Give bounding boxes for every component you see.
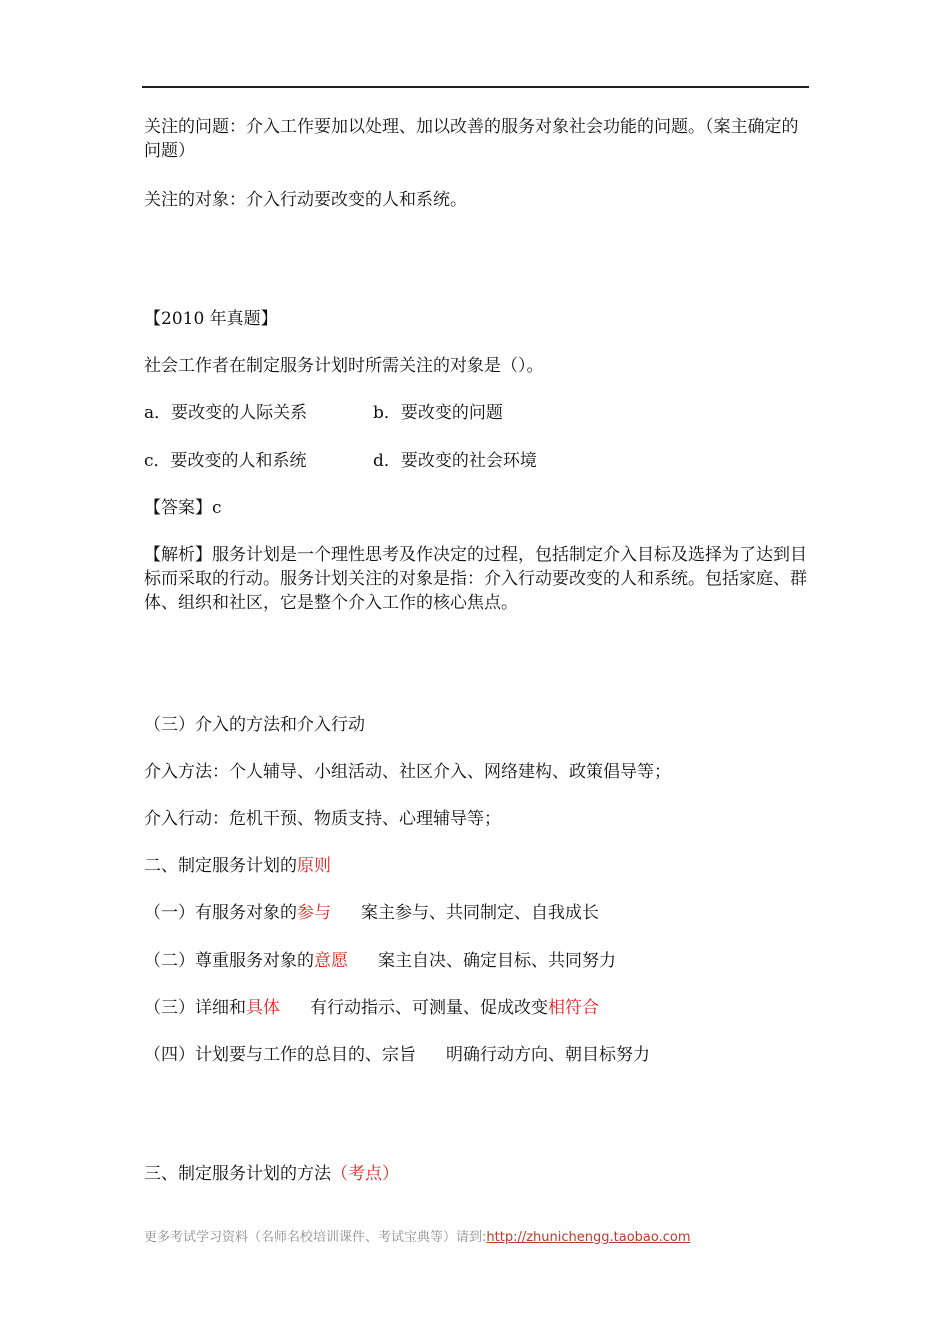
principles-heading-highlight: 原则 bbox=[297, 856, 331, 876]
principle-1-note: 案主参与、共同制定、自我成长 bbox=[361, 903, 599, 923]
option-d: d．要改变的社会环境 bbox=[373, 451, 537, 471]
principle-1-highlight: 参与 bbox=[297, 903, 331, 923]
principles-heading-text: 二、制定服务计划的 bbox=[144, 856, 297, 876]
principle-2-text: （二）尊重服务对象的 bbox=[144, 951, 314, 971]
answer: 【答案】c bbox=[144, 498, 222, 518]
principle-3-note: 有行动指示、可测量、促成改变 bbox=[310, 998, 548, 1018]
footer-link[interactable]: http://zhunichengg.taobao.com bbox=[486, 1230, 691, 1245]
option-a: a．要改变的人际关系 bbox=[144, 403, 308, 423]
principle-3-note-highlight: 相符合 bbox=[548, 998, 599, 1018]
intervention-actions: 介入行动：危机干预、物质支持、心理辅导等； bbox=[144, 809, 501, 829]
option-row-ab bbox=[144, 401, 503, 425]
principle-4-text: （四）计划要与工作的总目的、宗旨 bbox=[144, 1045, 416, 1065]
footer-ad bbox=[144, 1226, 691, 1245]
principle-item-3 bbox=[144, 996, 599, 1020]
principle-2-highlight: 意愿 bbox=[314, 951, 348, 971]
principle-item-4 bbox=[144, 1043, 650, 1067]
header-rule bbox=[142, 86, 809, 88]
paragraph-concern-target: 关注的对象：介入行动要改变的人和系统。 bbox=[144, 190, 467, 210]
footer-text: 更多考试学习资料（名师名校培训课件、考试宝典等）请到: bbox=[144, 1230, 487, 1245]
option-row-cd bbox=[144, 449, 537, 473]
exam-title: 【2010 年真题】 bbox=[144, 309, 278, 329]
methods-heading-highlight: （考点） bbox=[331, 1164, 399, 1184]
methods-heading-text: 三、制定服务计划的方法 bbox=[144, 1164, 331, 1184]
principle-3-highlight: 具体 bbox=[246, 998, 280, 1018]
option-b: b．要改变的问题 bbox=[373, 403, 503, 423]
principle-1-text: （一）有服务对象的 bbox=[144, 903, 297, 923]
principle-item-2 bbox=[144, 949, 616, 973]
principle-2-note: 案主自决、确定目标、共同努力 bbox=[378, 951, 616, 971]
exam-question: 社会工作者在制定服务计划时所需关注的对象是（）。 bbox=[144, 356, 544, 376]
principle-3-text: （三）详细和 bbox=[144, 998, 246, 1018]
intervention-methods: 介入方法：个人辅导、小组活动、社区介入、网络建构、政策倡导等； bbox=[144, 762, 671, 782]
paragraph-concern-issue: 关注的问题：介入工作要加以处理、加以改善的服务对象社会功能的问题。（案主确定的问题） bbox=[144, 117, 799, 161]
analysis: 【解析】服务计划是一个理性思考及作决定的过程，包括制定介入目标及选择为了达到目标而采取的行动。服务计划关注的对象是指：介入行动要改变的人和系统。包括家庭、群体、组织和社区，它是整个介入工作的核心焦点。 bbox=[144, 545, 807, 613]
option-c: c．要改变的人和系统 bbox=[144, 451, 307, 471]
section-intervention-title: （三）介入的方法和介入行动 bbox=[144, 715, 365, 735]
principle-4-note: 明确行动方向、朝目标努力 bbox=[446, 1045, 650, 1065]
principle-item-1 bbox=[144, 901, 599, 925]
methods-heading bbox=[144, 1162, 399, 1186]
principles-heading bbox=[144, 854, 331, 878]
